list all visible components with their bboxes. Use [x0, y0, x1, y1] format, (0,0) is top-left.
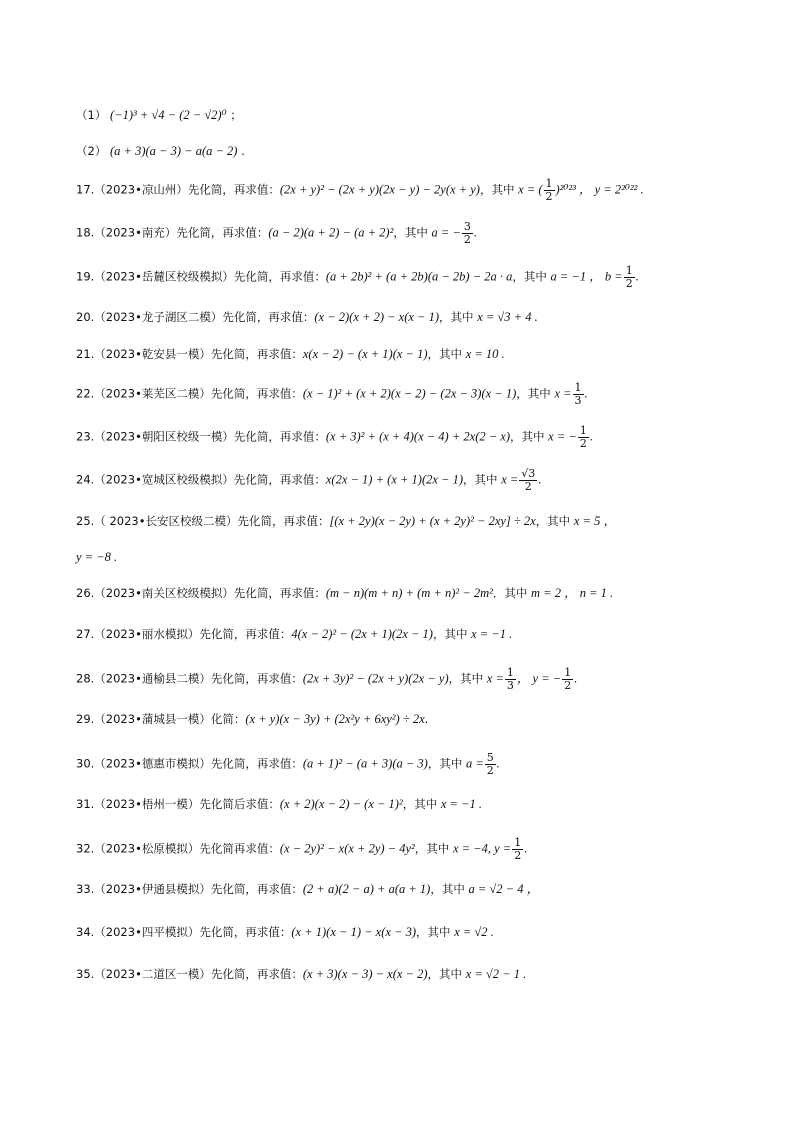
- problem-condition: x = 5 ，: [573, 514, 616, 528]
- problem-condition: y = −8 .: [76, 550, 118, 564]
- problem-condition-label: ，其中: [416, 925, 451, 939]
- problem-instruction: 化简：: [210, 712, 246, 726]
- problem-instruction: 先化简，再求值：: [187, 182, 280, 197]
- problem-condition-label: ．其中: [492, 586, 528, 600]
- problem-condition: a = −1 ， b =: [550, 269, 623, 284]
- problem-source: （2023•通榆县二模）: [94, 671, 211, 686]
- problem-number: 33.: [76, 882, 95, 896]
- problem-instruction: 先化简，再求值：: [176, 225, 269, 240]
- problem-source: （2023•龙子湖区二模）: [94, 310, 223, 324]
- problem-condition: x = √3 + 4 .: [477, 310, 538, 324]
- fraction: $\frac{1}{2}$: [564, 666, 572, 692]
- problem-expression: (x + 3)² + (x + 4)(x − 4) + 2x(2 − x): [325, 429, 511, 444]
- problem-number: 26.: [76, 586, 95, 600]
- problem-expression: (x + y)(x − 3y) + (2x²y + 6xy²) ÷ 2x: [245, 712, 425, 726]
- problem-source: （2023•莱芜区二模）: [94, 386, 211, 401]
- problem-condition: .: [473, 225, 477, 240]
- problem-number: 27.: [76, 627, 95, 641]
- fraction: $\frac{5}{2}$: [486, 751, 494, 777]
- problem-source: （2023•岳麓区校级模拟）: [94, 269, 234, 284]
- problem-instruction: 先化简，再求值：: [210, 967, 303, 981]
- problem-condition-label: .: [424, 712, 429, 726]
- problem-instruction: 先化简，再求值：: [199, 925, 292, 939]
- problem-number: 22.: [76, 386, 95, 401]
- problem-source: （2023•丽水模拟）: [94, 627, 200, 641]
- problem-condition-label: ，其中: [414, 841, 450, 856]
- problem-condition: .: [524, 841, 528, 856]
- problem-expression: (a + 3)(a − 3) − a(a − 2): [109, 144, 238, 158]
- problem-expression: (a + 2b)² + (a + 2b)(a − 2b) − 2a · a: [325, 269, 513, 284]
- problem-source: （2023•宽城区校级模拟）: [94, 472, 234, 487]
- problem-27: [76, 625, 512, 643]
- problem-source: （2023•蒲城县一模）: [94, 712, 211, 726]
- problem-condition: .: [589, 429, 593, 444]
- problem-condition-label: ，其中: [448, 671, 484, 686]
- problem-condition: x = −: [548, 429, 577, 444]
- problem-condition: x = −1 .: [440, 797, 483, 811]
- problem-source: （2023•四平模拟）: [94, 925, 200, 939]
- problem-number: 23.: [76, 429, 95, 444]
- problem-22: [76, 382, 588, 407]
- problem-condition: a = −: [431, 225, 461, 240]
- problem-instruction: 先化简，再求值：: [222, 310, 315, 324]
- problem-condition-label: ，其中: [535, 514, 571, 528]
- problem-29: [76, 710, 428, 728]
- problem-condition: .: [496, 756, 500, 771]
- problem-source: （2023•南充）: [94, 225, 177, 240]
- problem-condition: x = √2 .: [454, 925, 494, 939]
- problem-number: 29.: [76, 712, 95, 726]
- problem-condition-label: ，其中: [393, 225, 428, 240]
- problem-condition-label: ，其中: [512, 269, 547, 284]
- fraction: $\frac{1}{3}$: [506, 666, 514, 692]
- problem-condition-label: ，其中: [463, 472, 498, 487]
- problem-source: （2023•松原模拟）: [94, 841, 200, 856]
- problem-expression: (a + 1)² − (a + 3)(a − 3): [302, 756, 428, 771]
- problem-condition-label: ，其中: [427, 967, 463, 981]
- problem-expression: (x + 1)(x − 1) − x(x − 3): [291, 925, 417, 939]
- problem-condition-label: ，其中: [427, 756, 463, 771]
- problem-condition: ， y = −: [516, 671, 562, 686]
- problem-expression: (a − 2)(a + 2) − (a + 2)²: [268, 225, 394, 240]
- problem-number: 18.: [76, 225, 95, 240]
- problem-instruction: 先化简，再求值：: [233, 429, 326, 444]
- problem-21: [76, 345, 505, 363]
- problem-number: 25.: [76, 514, 95, 528]
- problem-24: [76, 468, 541, 493]
- problem-tail: ；: [230, 108, 242, 122]
- problem-source: （2023•凉山州）: [94, 182, 188, 197]
- problem-expression: (2 + a)(2 − a) + a(a + 1): [302, 882, 431, 896]
- problem-35: [76, 965, 526, 983]
- problem-condition: x = 10 .: [465, 347, 505, 361]
- problem-expression: (x + 2)(x − 2) − (x − 1)²: [279, 797, 403, 811]
- problem-expression: [(x + 2y)(x − 2y) + (x + 2y)² − 2xy] ÷ 2x: [329, 514, 536, 528]
- problem-instruction: 先化简，再求值：: [233, 472, 326, 487]
- problem-instruction: 先化简，再求值：: [237, 514, 330, 528]
- problem-instruction: 先化简，再求值：: [210, 347, 303, 361]
- problem-31: [76, 795, 482, 813]
- problem-condition: x = (: [518, 182, 543, 197]
- problem-number: 20.: [76, 310, 95, 324]
- problem-number: 30.: [76, 756, 95, 771]
- problem-sub-1: [76, 106, 242, 124]
- problem-source: （2023•南关区校级模拟）: [94, 586, 234, 600]
- problem-condition: .: [584, 386, 588, 401]
- problem-source: （2023•二道区一模）: [94, 967, 211, 981]
- problem-condition-label: ，其中: [430, 882, 465, 896]
- problem-source: （2023•德惠市模拟）: [94, 756, 211, 771]
- problem-26: [76, 584, 613, 602]
- problem-number: 35.: [76, 967, 95, 981]
- problem-tail: .: [241, 144, 245, 158]
- problem-source: （ 2023•长安区校级二模）: [94, 514, 238, 528]
- problem-condition: x = √2 − 1 .: [465, 967, 527, 981]
- problem-instruction: 先化简，再求值：: [199, 627, 292, 641]
- problem-sub-2: [76, 142, 245, 160]
- problem-instruction: 先化简，再求值：: [210, 671, 303, 686]
- problem-condition-label: ，其中: [439, 310, 474, 324]
- problem-condition-label: ，其中: [432, 627, 468, 641]
- problem-number: 21.: [76, 347, 95, 361]
- problem-number: 32.: [76, 841, 95, 856]
- problem-expression: (2x + 3y)² − (2x + y)(2x − y): [302, 671, 449, 686]
- problem-expression: (−1)³ + √4 − (2 − √2)⁰: [109, 108, 227, 122]
- problem-condition: x =: [554, 386, 572, 401]
- problem-condition: a = √2 − 4 ，: [468, 882, 540, 896]
- problem-instruction: 先化简，再求值：: [210, 386, 303, 401]
- problem-source: （2023•朝阳区校级一模）: [94, 429, 234, 444]
- problem-condition-label: ，其中: [510, 429, 545, 444]
- problem-condition: x =: [486, 671, 504, 686]
- problem-expression: x(x − 2) − (x + 1)(x − 1): [302, 347, 428, 361]
- problem-source: （2023•梧州一模）: [94, 797, 200, 811]
- problem-expression: (x − 2y)² − x(x + 2y) − 4y²: [279, 841, 415, 856]
- problem-19: [76, 265, 639, 290]
- problem-expression: (x − 2)(x + 2) − x(x − 1): [314, 310, 440, 324]
- fraction: $\frac{3}{2}$: [463, 220, 471, 246]
- problem-instruction: 先化简，再求值：: [233, 269, 326, 284]
- problem-34: [76, 923, 494, 941]
- problem-instruction: 先化简，再求值：: [210, 882, 303, 896]
- problem-30: [76, 752, 500, 777]
- problem-number: 34.: [76, 925, 95, 939]
- problem-number: （1）: [76, 108, 107, 122]
- problem-condition: x =: [501, 472, 519, 487]
- problem-number: 17.: [76, 182, 95, 197]
- problem-expression: 4(x − 2)² − (2x + 1)(2x − 1): [291, 627, 433, 641]
- problem-condition: .: [538, 472, 542, 487]
- problem-28: [76, 667, 577, 692]
- fraction: $\frac{1}{2}$: [579, 424, 587, 450]
- problem-17: [76, 178, 644, 203]
- problem-number: 19.: [76, 269, 95, 284]
- problem-condition-label: ，其中: [479, 182, 515, 197]
- problem-condition: )²⁰²³ ， y = 2²⁰²² .: [555, 182, 644, 197]
- problem-expression: (x − 1)² + (x + 2)(x − 2) − (2x − 3)(x − 1): [302, 386, 517, 401]
- problem-23: [76, 425, 593, 450]
- problem-instruction: 先化简后求值：: [199, 797, 280, 811]
- problem-condition-label: ，其中: [516, 386, 551, 401]
- problem-condition: x = −4, y =: [452, 841, 512, 856]
- problem-25-continued: [76, 548, 117, 566]
- problem-condition: m = 2 ， n = 1 .: [531, 586, 614, 600]
- problem-number: （2）: [76, 144, 107, 158]
- fraction: $\frac{1}{2}$: [545, 177, 553, 203]
- problem-condition: a =: [465, 756, 484, 771]
- fraction: $\frac{1}{2}$: [625, 264, 633, 290]
- problem-number: 28.: [76, 671, 95, 686]
- problem-source: （2023•乾安县一模）: [94, 347, 211, 361]
- problem-20: [76, 308, 538, 326]
- problem-condition: x = −1 .: [471, 627, 513, 641]
- problem-33: [76, 880, 539, 898]
- problem-expression: (2x + y)² − (2x + y)(2x − y) − 2y(x + y): [279, 182, 480, 197]
- fraction: $\frac{√3}{2}$: [521, 467, 536, 493]
- fraction: $\frac{1}{2}$: [514, 836, 522, 862]
- problem-25: [76, 512, 616, 530]
- problem-condition-label: ，其中: [427, 347, 463, 361]
- problem-instruction: 先化简再求值：: [199, 841, 280, 856]
- problem-number: 31.: [76, 797, 95, 811]
- problem-expression: (x + 3)(x − 3) − x(x − 2): [302, 967, 428, 981]
- problem-condition: .: [635, 269, 639, 284]
- problem-condition: .: [574, 671, 578, 686]
- problem-source: （2023•伊通县模拟）: [94, 882, 211, 896]
- problem-instruction: 先化简，再求值：: [210, 756, 303, 771]
- problem-expression: x(2x − 1) + (x + 1)(2x − 1): [325, 472, 464, 487]
- problem-condition-label: ，其中: [402, 797, 438, 811]
- problem-number: 24.: [76, 472, 95, 487]
- fraction: $\frac{1}{3}$: [574, 381, 582, 407]
- problem-32: [76, 837, 527, 862]
- problem-instruction: 先化简，再求值：: [233, 586, 326, 600]
- problem-expression: (m − n)(m + n) + (m + n)² − 2m²: [325, 586, 493, 600]
- problem-18: [76, 221, 477, 246]
